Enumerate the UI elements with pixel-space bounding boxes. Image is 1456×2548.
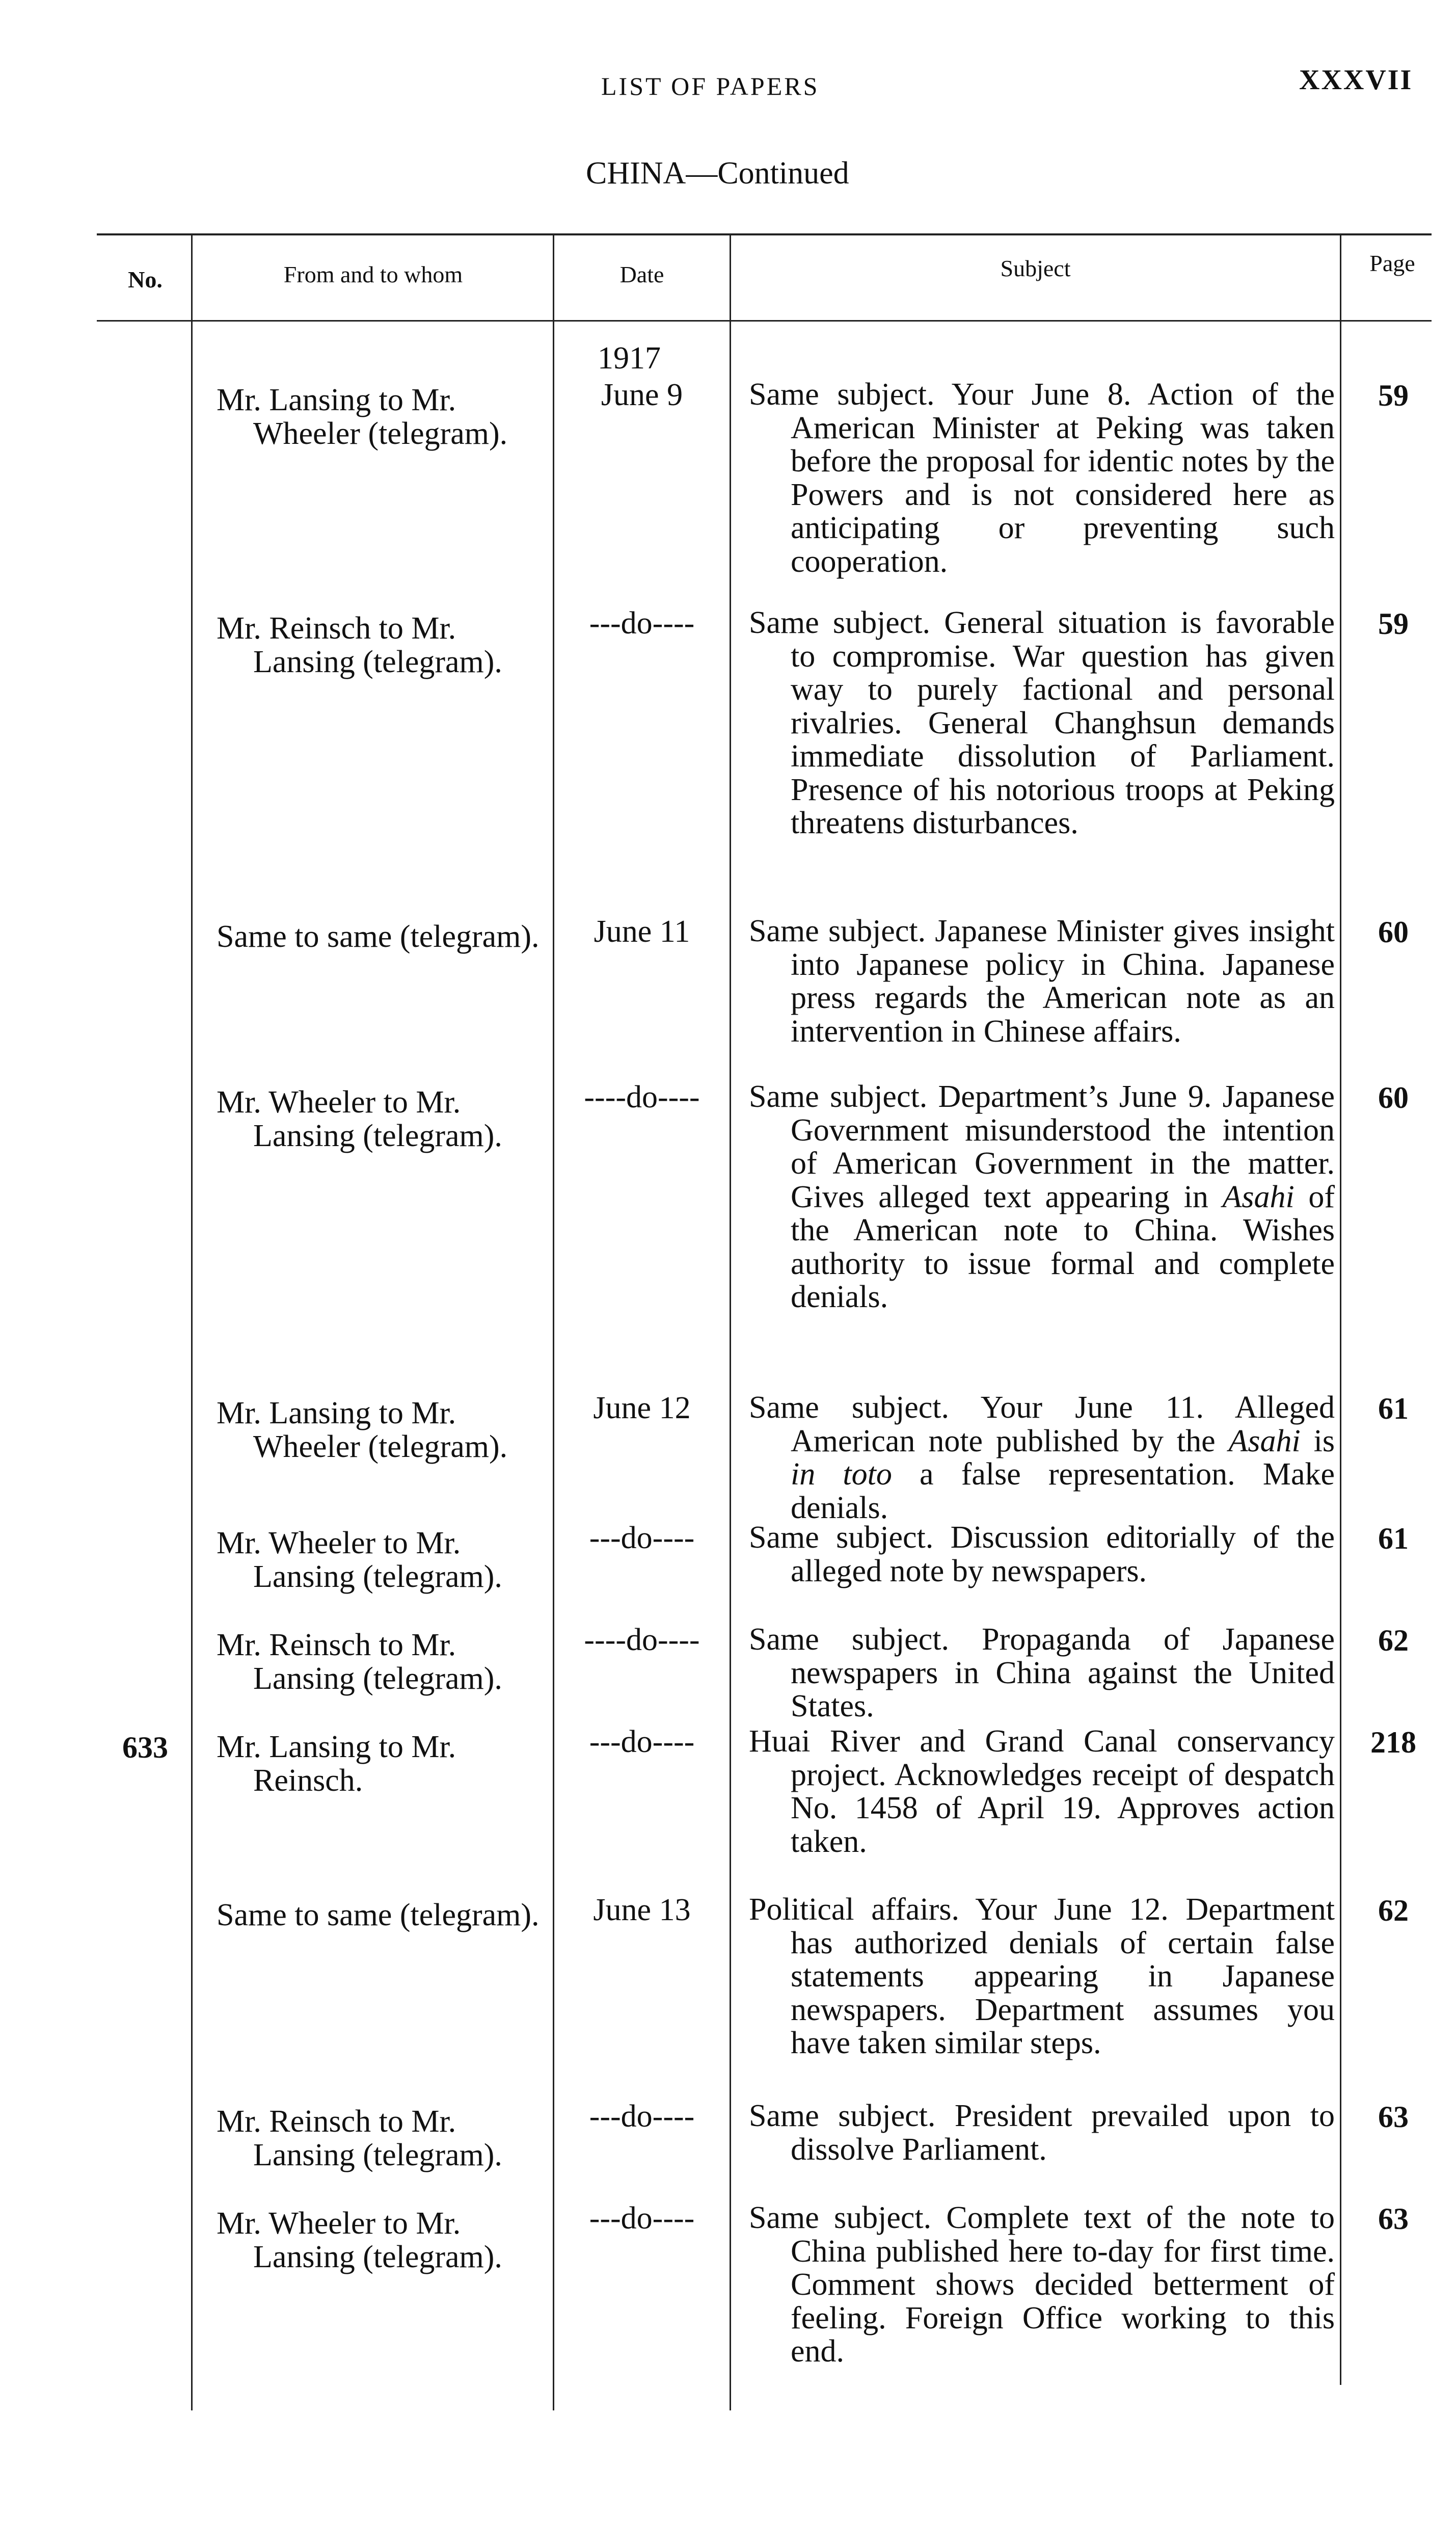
row-from-to: Same to same (telegram). bbox=[217, 1898, 540, 1932]
row-number: 633 bbox=[122, 1731, 168, 1764]
row-subject: Same subject. President prevailed upon to dissolve Parliament. bbox=[749, 2099, 1335, 2167]
row-date: ----do---- bbox=[584, 1080, 700, 1114]
row-date: ----do---- bbox=[584, 1623, 700, 1657]
row-page: 59 bbox=[1378, 379, 1409, 412]
row-date: June 11 bbox=[594, 914, 690, 949]
row-page: 63 bbox=[1378, 2202, 1409, 2236]
row-subject: Same subject. Your June 11. Alleged American note published by the Asahi is in toto a false representation. Make denials. bbox=[749, 1390, 1335, 1525]
header-bottom-rule bbox=[97, 320, 1432, 322]
row-from-to: Mr. Reinsch to Mr. Lansing (telegram). bbox=[217, 2104, 502, 2172]
row-subject: Same subject. Discussion editorially of the alleged note by newspapers. bbox=[749, 1520, 1335, 1588]
row-date: ---do---- bbox=[589, 2201, 695, 2236]
row-from-to: Mr. Reinsch to Mr. Lansing (telegram). bbox=[217, 611, 502, 679]
row-page: 61 bbox=[1378, 1522, 1409, 1555]
row-date: ---do---- bbox=[589, 2099, 695, 2134]
row-subject: Same subject. Complete text of the note to China published here to-day for first time. Comment shows decided betterment of feeling. Foreign Office working to this end. bbox=[749, 2200, 1335, 2369]
row-date: ---do---- bbox=[589, 606, 695, 641]
row-from-to: Mr. Lansing to Mr. Wheeler (telegram). bbox=[217, 383, 508, 451]
row-from-to: Mr. Wheeler to Mr. Lansing (telegram). bbox=[217, 1085, 502, 1153]
row-subject: Same subject. General situation is favorable to compromise. War question has given way to purely factional and personal rivalries. General Changhsun demands immediate dissolution of Parliament. Presence of his notorious troops at Peking threatens disturbances. bbox=[749, 605, 1335, 840]
column-divider-1 bbox=[191, 234, 193, 2410]
row-from-to: Mr. Lansing to Mr. Wheeler (telegram). bbox=[217, 1396, 508, 1464]
row-page: 59 bbox=[1378, 607, 1409, 641]
row-page: 61 bbox=[1378, 1392, 1409, 1425]
row-page: 60 bbox=[1378, 915, 1409, 949]
column-header-from: From and to whom bbox=[283, 261, 463, 287]
row-subject: Same subject. Propaganda of Japanese newspapers in China against the United States. bbox=[749, 1622, 1335, 1723]
row-page: 62 bbox=[1378, 1624, 1409, 1657]
row-page: 62 bbox=[1378, 1894, 1409, 1927]
column-header-page: Page bbox=[1369, 250, 1415, 276]
row-subject: Same subject. Japanese Minister gives insight into Japanese policy in China. Japanese press regards the American note as an intervention in Chinese affairs. bbox=[749, 914, 1335, 1049]
column-divider-4 bbox=[1340, 234, 1341, 2385]
row-subject: Same subject. Department’s June 9. Japanese Government misunderstood the intention of American Government in the matter. Gives alleged text appearing in Asahi of the American note to China. Wishes authority to issue formal and complete denials. bbox=[749, 1079, 1335, 1314]
row-from-to: Mr. Lansing to Mr. Reinsch. bbox=[217, 1730, 456, 1798]
section-title: CHINA—Continued bbox=[586, 156, 849, 191]
row-from-to: Mr. Wheeler to Mr. Lansing (telegram). bbox=[217, 1526, 502, 1594]
column-header-date: Date bbox=[619, 261, 664, 287]
row-date: June 9 bbox=[601, 378, 683, 412]
row-date: ---do---- bbox=[589, 1724, 695, 1759]
year-label: 1917 bbox=[598, 341, 661, 376]
row-page: 218 bbox=[1370, 1726, 1416, 1759]
running-title: LIST OF PAPERS bbox=[601, 72, 820, 100]
row-from-to: Same to same (telegram). bbox=[217, 919, 540, 954]
row-from-to: Mr. Wheeler to Mr. Lansing (telegram). bbox=[217, 2206, 502, 2274]
row-date: June 12 bbox=[593, 1391, 691, 1425]
row-page: 60 bbox=[1378, 1081, 1409, 1114]
row-date: ---do---- bbox=[589, 1521, 695, 1555]
row-date: June 13 bbox=[593, 1893, 691, 1927]
page-folio: XXXVII bbox=[1299, 64, 1413, 96]
column-divider-3 bbox=[730, 234, 731, 2410]
row-subject: Same subject. Your June 8. Action of the American Minister at Peking was taken before the proposal for identic notes by the Powers and is not considered here as anticipating or preventing such cooperation. bbox=[749, 377, 1335, 579]
column-header-no: No. bbox=[128, 267, 163, 293]
row-subject: Huai River and Grand Canal conservancy project. Acknowledges receipt of despatch No. 1458 of April 19. Approves action taken. bbox=[749, 1724, 1335, 1859]
row-subject: Political affairs. Your June 12. Department has authorized denials of certain false statements appearing in Japanese newspapers. Department assumes you have taken similar steps. bbox=[749, 1892, 1335, 2060]
row-page: 63 bbox=[1378, 2100, 1409, 2134]
row-from-to: Mr. Reinsch to Mr. Lansing (telegram). bbox=[217, 1628, 502, 1696]
column-divider-2 bbox=[553, 234, 554, 2410]
table-top-rule bbox=[97, 233, 1432, 235]
column-header-subject: Subject bbox=[1000, 255, 1071, 281]
